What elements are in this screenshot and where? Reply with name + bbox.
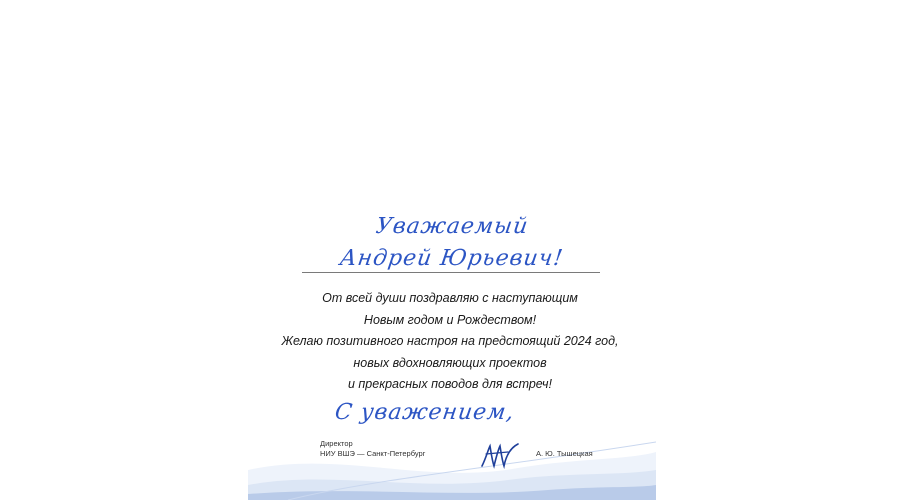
signer-organization: НИУ ВШЭ — Санкт-Петербург <box>320 449 426 458</box>
signature-icon <box>478 440 522 470</box>
handwritten-closing: С уважением, <box>333 400 517 425</box>
message-line: новых вдохновляющих проектов <box>353 355 547 370</box>
divider-line <box>302 272 600 273</box>
handwritten-salutation: Уважаемый <box>374 214 531 239</box>
signer-position: Директор <box>320 439 353 448</box>
message-line: От всей души поздравляю с наступающим <box>322 291 578 305</box>
message-line: и прекрасных поводов для встреч! <box>348 377 552 392</box>
message-line: Желаю позитивного настроя на предстоящий 2024 год, <box>281 334 619 349</box>
signer-title <box>320 439 425 459</box>
greeting-message <box>280 288 620 396</box>
signer-name: А. Ю. Тышецкая <box>536 449 593 458</box>
decorative-waves <box>248 430 656 500</box>
message-line: Новым годом и Рождеством! <box>363 312 537 327</box>
handwritten-recipient-name: Андрей Юрьевич! <box>338 246 565 271</box>
